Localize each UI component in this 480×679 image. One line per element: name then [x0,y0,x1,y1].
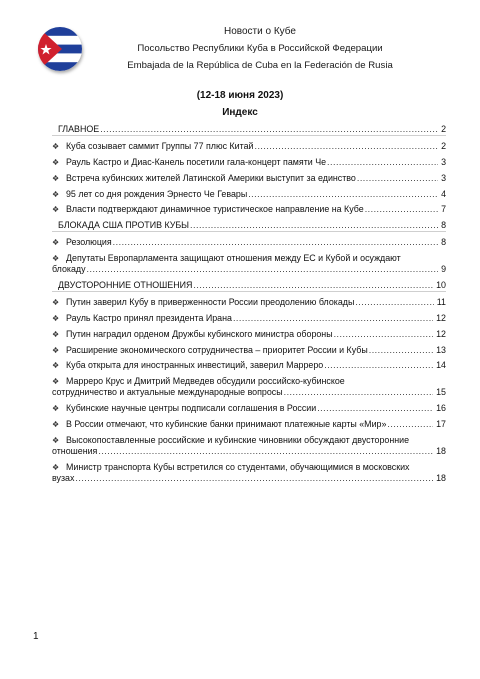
toc-entry-title: Рауль Кастро принял президента Ирана [66,312,232,323]
toc-entry[interactable] [52,313,446,324]
dot-leader [75,473,433,484]
toc-page-number: 2 [441,140,446,151]
toc-page-number: 13 [436,344,446,355]
toc-entry-title: Рауль Кастро и Диас-Канель посетили гала-концерт памяти Че [66,156,327,167]
dot-leader [233,313,433,324]
toc-page-number: 11 [436,296,446,307]
toc-entry-title: Марреро Крус и Дмитрий Медведев обсудили российско-кубинское [66,376,345,387]
toc-entry-title: Кубинские научные центры подписали соглашения в России [66,403,317,414]
header-embassy-ru: Посольство Республики Куба в Российской Федерации [137,43,383,54]
toc-entry-title: Путин наградил орденом Дружбы кубинского министра обороны [66,328,333,339]
toc-page-number: 9 [441,264,446,275]
dot-leader [190,220,438,231]
toc-entry[interactable] [52,141,446,152]
toc-entry-title: Расширение экономического сотрудничества – приоритет России и Кубы [66,344,368,355]
diamond-bullet-icon: ❖ [52,238,60,248]
toc-section-main[interactable] [52,124,446,136]
toc-entry-title-continued: блокаду [52,264,86,275]
diamond-bullet-icon: ❖ [52,361,60,371]
toc-entry[interactable] [52,345,446,356]
dot-leader [357,173,438,184]
toc-page-number: 3 [441,172,446,183]
toc-page-number: 2 [441,124,446,134]
toc-page-number: 12 [436,328,446,339]
diamond-bullet-icon: ❖ [52,157,60,167]
toc-entry[interactable] [52,204,446,215]
date-range: (12-18 июня 2023) [196,90,284,101]
dot-leader [100,124,438,135]
toc-entry-title: Куба созывает саммит Группы 77 плюс Китай [66,140,254,151]
toc-section-title: БЛОКАДА США ПРОТИВ КУБЫ [58,220,190,231]
diamond-bullet-icon: ❖ [52,462,60,472]
diamond-bullet-icon: ❖ [52,404,60,414]
index-title: Индекс [222,107,258,118]
toc-entry[interactable] [52,435,446,457]
diamond-bullet-icon: ❖ [52,189,60,199]
diamond-bullet-icon: ❖ [52,345,60,355]
diamond-bullet-icon: ❖ [52,173,60,183]
dot-leader [284,387,434,398]
toc-entry-title: Встреча кубинских жителей Латинской Америки выступит за единство [66,172,356,183]
diamond-bullet-icon: ❖ [52,205,60,215]
document-header [0,0,480,80]
toc-entry-title: Власти подтверждают динамичное туристическое направление на Кубе [66,204,364,215]
dot-leader [324,360,433,371]
toc-section-title: ДВУСТОРОННИЕ ОТНОШЕНИЯ [58,280,193,291]
toc-entry-title: 95 лет со дня рождения Эрнесто Че Гевары [66,188,248,199]
dot-leader [98,446,433,457]
toc-entry[interactable] [52,189,446,200]
dot-leader [248,189,438,200]
toc-entry[interactable] [52,329,446,340]
toc-entry-title-continued: сотрудничество и актуальные международные вопросы [52,387,283,398]
diamond-bullet-icon: ❖ [52,377,60,387]
dot-leader [327,157,438,168]
diamond-bullet-icon: ❖ [52,436,60,446]
toc-entry[interactable] [52,376,446,398]
page-number: 1 [33,631,39,642]
toc-entry-title: Высокопоставленные российские и кубинские чиновники обсуждают двусторонние [66,435,410,446]
toc-entry[interactable] [52,419,446,430]
toc-page-number: 7 [441,204,446,215]
toc-entry[interactable] [52,237,446,248]
diamond-bullet-icon: ❖ [52,141,60,151]
diamond-bullet-icon: ❖ [52,420,60,430]
dot-leader [355,297,433,308]
toc-page-number: 10 [436,280,446,291]
diamond-bullet-icon: ❖ [52,313,60,323]
toc-section-bilateral[interactable] [52,280,446,292]
dot-leader [317,403,433,414]
toc-entry-title: Куба открыта для иностранных инвестиций, заверил Марреро [66,360,324,371]
toc-entry-title: Министр транспорта Кубы встретился со студентами, обучающимися в московских [66,461,410,472]
toc-entry[interactable] [52,253,446,275]
toc-page-number: 14 [436,360,446,371]
toc-page-number: 18 [436,446,446,457]
toc-entry[interactable] [52,403,446,414]
diamond-bullet-icon: ❖ [52,254,60,264]
toc-page-number: 12 [436,312,446,323]
toc-entry-title-continued: отношения [52,446,98,457]
header-embassy-es: Embajada de la República de Cuba en la Federación de Rusia [127,60,393,71]
dot-leader [369,345,433,356]
dot-leader [87,264,439,275]
dot-leader [387,419,433,430]
toc-entry[interactable] [52,157,446,168]
dot-leader [193,280,433,291]
toc-entry[interactable] [52,462,446,484]
toc-page-number: 17 [436,419,446,430]
toc-page-number: 15 [436,387,446,398]
cuban-flag-logo [38,27,82,71]
toc-page-number: 8 [441,220,446,231]
toc-page-number: 8 [441,237,446,248]
dot-leader [365,204,438,215]
dot-leader [113,237,438,248]
toc-entry-title: В России отмечают, что кубинские банки принимают платежные карты «Мир» [66,419,387,430]
toc-entry[interactable] [52,360,446,371]
toc-entry-title: Резолюция [66,237,112,248]
dot-leader [334,329,434,340]
toc-entry[interactable] [52,297,446,308]
toc-page-number: 16 [436,403,446,414]
toc-page-number: 3 [441,156,446,167]
toc-page-number: 4 [441,188,446,199]
dot-leader [255,141,439,152]
toc-page-number: 18 [436,472,446,483]
diamond-bullet-icon: ❖ [52,329,60,339]
toc-entry[interactable] [52,173,446,184]
header-news-title: Новости о Кубе [224,26,296,37]
toc-entry-title: Депутаты Европарламента защищают отношения между ЕС и Кубой и осуждают [66,253,401,264]
toc-entry-title-continued: вузах [52,472,75,483]
diamond-bullet-icon: ❖ [52,297,60,307]
toc-section-title: ГЛАВНОЕ [58,124,100,134]
toc-section-blockade[interactable] [52,220,446,232]
toc-entry-title: Путин заверил Кубу в приверженности России преодолению блокады [66,296,355,307]
table-of-contents [52,124,446,489]
